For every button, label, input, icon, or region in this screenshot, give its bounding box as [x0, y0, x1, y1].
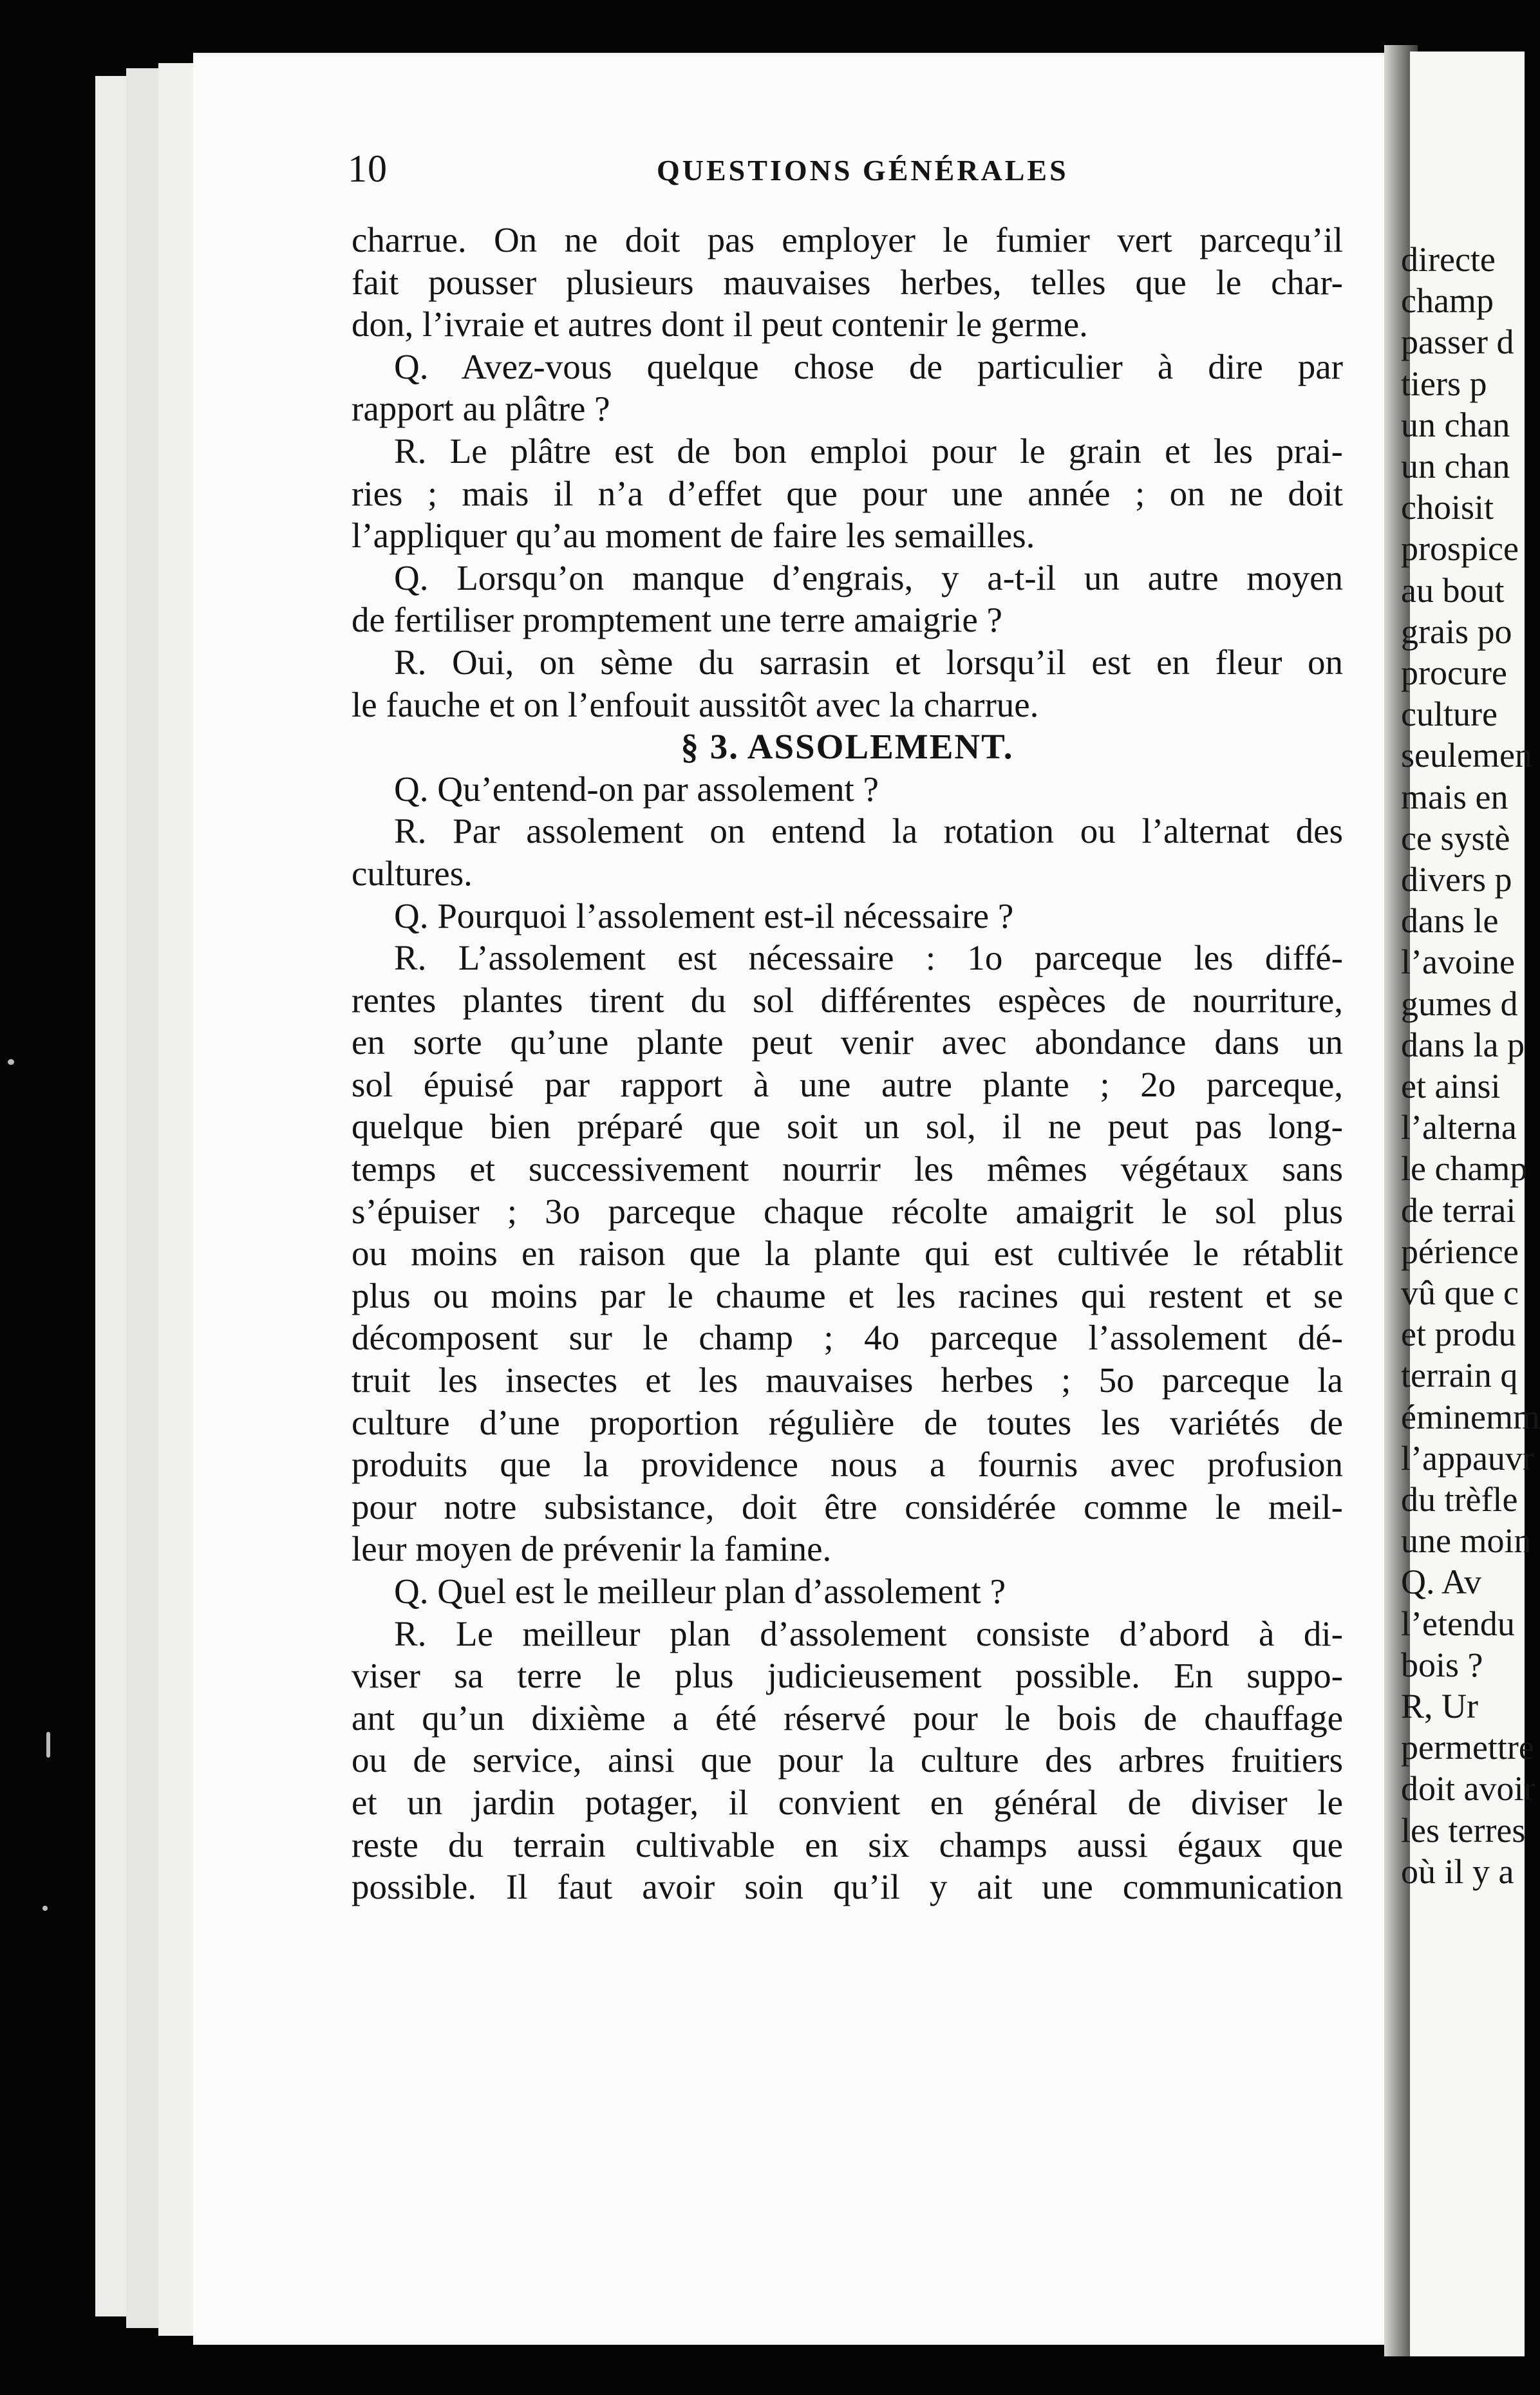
- text-line: ou de service, ainsi que pour la culture des arbres fruitiers: [352, 1740, 1343, 1780]
- text-line: R. Par assolement on entend la rotation ou l’alternat des: [394, 811, 1343, 851]
- adjacent-page-line: choisit: [1401, 488, 1494, 527]
- text-line: quelque bien préparé que soit un sol, il ne peut pas long-: [352, 1107, 1343, 1147]
- adjacent-page-line: du trèfle: [1401, 1480, 1518, 1519]
- adjacent-page-line: permettre: [1401, 1728, 1534, 1767]
- text-line: culture d’une proportion régulière de toutes les variétés de: [352, 1402, 1343, 1442]
- text-line: Q. Avez-vous quelque chose de particulier à dire par: [394, 346, 1343, 386]
- adjacent-page-line: une moin: [1401, 1521, 1532, 1561]
- text-line: viser sa terre le plus judicieusement possible. En suppo-: [352, 1656, 1343, 1696]
- scan-speck: [8, 1059, 14, 1065]
- adjacent-page-line: un chan: [1401, 447, 1510, 485]
- text-line: Q. Lorsqu’on manque d’engrais, y a-t-il un autre moyen: [394, 558, 1343, 597]
- text-line: Q. Quel est le meilleur plan d’assolement ?: [394, 1572, 1006, 1611]
- text-line: truit les insectes et les mauvaises herbes ; 5o parceque la: [352, 1360, 1343, 1400]
- page-number: 10: [348, 147, 388, 190]
- text-line: possible. Il faut avoir soin qu’il y ait une communication: [352, 1867, 1343, 1907]
- text-line: Q. Qu’entend-on par assolement ?: [394, 769, 879, 809]
- adjacent-page-line: prospice: [1401, 529, 1519, 568]
- running-head: QUESTIONS GÉNÉRALES: [657, 154, 1069, 187]
- text-line: Q. Pourquoi l’assolement est-il nécessaire ?: [394, 896, 1014, 935]
- text-line: sol épuisé par rapport à une autre plante ; 2o parceque,: [352, 1064, 1343, 1104]
- text-line: en sorte qu’une plante peut venir avec abondance dans un: [352, 1022, 1343, 1062]
- text-line: R. Oui, on sème du sarrasin et lorsqu’il est en fleur on: [394, 642, 1343, 682]
- adjacent-page-line: tiers p: [1401, 364, 1487, 403]
- adjacent-page-line: R, Ur: [1401, 1687, 1478, 1725]
- text-line: ou moins en raison que la plante qui est cultivée le rétablit: [352, 1234, 1343, 1273]
- text-line: et un jardin potager, il convient en général de diviser le: [352, 1782, 1343, 1822]
- adjacent-page-line: doit avoir: [1401, 1769, 1535, 1808]
- text-line: produits que la providence nous a fournis avec profusion: [352, 1445, 1343, 1485]
- text-line: plus ou moins par le chaume et les racines qui restent et se: [352, 1275, 1343, 1315]
- text-line: rapport au plâtre ?: [352, 389, 610, 429]
- text-line: de fertiliser promptement une terre amaigrie ?: [352, 600, 1002, 640]
- text-line: charrue. On ne doit pas employer le fumier vert parcequ’il: [352, 220, 1343, 259]
- text-line: ant qu’un dixième a été réservé pour le bois de chauffage: [352, 1698, 1343, 1738]
- page-header: [348, 147, 1281, 192]
- text-line: cultures.: [352, 853, 473, 893]
- text-line: temps et successivement nourrir les mêmes végétaux sans: [352, 1149, 1343, 1189]
- adjacent-page-line: un chan: [1401, 405, 1510, 444]
- text-line: l’appliquer qu’au moment de faire les semailles.: [352, 516, 1035, 556]
- text-line: leur moyen de prévenir la famine.: [352, 1529, 832, 1569]
- adjacent-page-line: procure: [1401, 653, 1507, 692]
- scan-speck: [46, 1732, 50, 1758]
- adjacent-page-line: les terres: [1401, 1810, 1526, 1850]
- adjacent-page-line: grais po: [1401, 612, 1512, 651]
- adjacent-page-line: gumes d: [1401, 984, 1518, 1023]
- text-line: rentes plantes tirent du sol différentes espèces de nourriture,: [352, 980, 1343, 1020]
- adjacent-page-line: de terrai: [1401, 1190, 1516, 1230]
- scan-speck: [42, 1906, 48, 1911]
- section-heading: § 3. ASSOLEMENT.: [681, 727, 1014, 767]
- text-line: décomposent sur le champ ; 4o parceque l’assolement dé-: [352, 1318, 1343, 1358]
- text-line: reste du terrain cultivable en six champs aussi égaux que: [352, 1825, 1343, 1864]
- adjacent-page-line: l’avoine: [1401, 943, 1515, 982]
- adjacent-page-line: éminemm: [1401, 1397, 1540, 1436]
- text-line: don, l’ivraie et autres dont il peut contenir le germe.: [352, 305, 1088, 344]
- text-line: le fauche et on l’enfouit aussitôt avec la charrue.: [352, 684, 1039, 724]
- adjacent-page-line: vû que c: [1401, 1273, 1519, 1312]
- adjacent-page-line: culture: [1401, 695, 1498, 734]
- adjacent-page-line: ce systè: [1401, 818, 1510, 858]
- text-line: R. Le meilleur plan d’assolement consiste d’abord à di-: [394, 1613, 1343, 1653]
- body-text: [352, 219, 1343, 1908]
- adjacent-page-line: champ: [1401, 281, 1494, 321]
- text-line: fait pousser plusieurs mauvaises herbes, telles que le char-: [352, 262, 1343, 302]
- adjacent-page-line: seulemen: [1401, 736, 1532, 775]
- adjacent-page-line: divers p: [1401, 860, 1512, 899]
- text-line: R. L’assolement est nécessaire : 1o parceque les diffé-: [394, 938, 1343, 978]
- text-line: s’épuiser ; 3o parceque chaque récolte amaigrit le sol plus: [352, 1191, 1343, 1231]
- text-line: R. Le plâtre est de bon emploi pour le grain et les prai-: [394, 431, 1343, 471]
- adjacent-page-line: l’etendu: [1401, 1604, 1515, 1643]
- adjacent-page-line: périence: [1401, 1232, 1519, 1271]
- adjacent-page-line: l’alterna: [1401, 1108, 1517, 1147]
- adjacent-page-line: l’appauvr: [1401, 1438, 1534, 1478]
- text-line: ries ; mais il n’a d’effet que pour une année ; on ne doit: [352, 473, 1343, 513]
- adjacent-page-line: terrain q: [1401, 1356, 1518, 1395]
- adjacent-page-line: et produ: [1401, 1315, 1516, 1354]
- text-line: pour notre subsistance, doit être considérée comme le meil-: [352, 1487, 1343, 1526]
- adjacent-page-line: passer d: [1401, 323, 1514, 362]
- adjacent-page-line: bois ?: [1401, 1645, 1483, 1684]
- adjacent-page-line: où il y a: [1401, 1852, 1514, 1891]
- adjacent-page-line: Q. Av: [1401, 1563, 1482, 1602]
- adjacent-page-line: directe: [1401, 240, 1496, 279]
- adjacent-page-line: mais en: [1401, 777, 1508, 816]
- adjacent-page-line: et ainsi: [1401, 1067, 1501, 1105]
- adjacent-page-line: le champ: [1401, 1149, 1528, 1188]
- adjacent-page-line: dans la p: [1401, 1025, 1525, 1064]
- adjacent-page-line: au bout: [1401, 570, 1505, 610]
- adjacent-page-line: dans le: [1401, 901, 1499, 941]
